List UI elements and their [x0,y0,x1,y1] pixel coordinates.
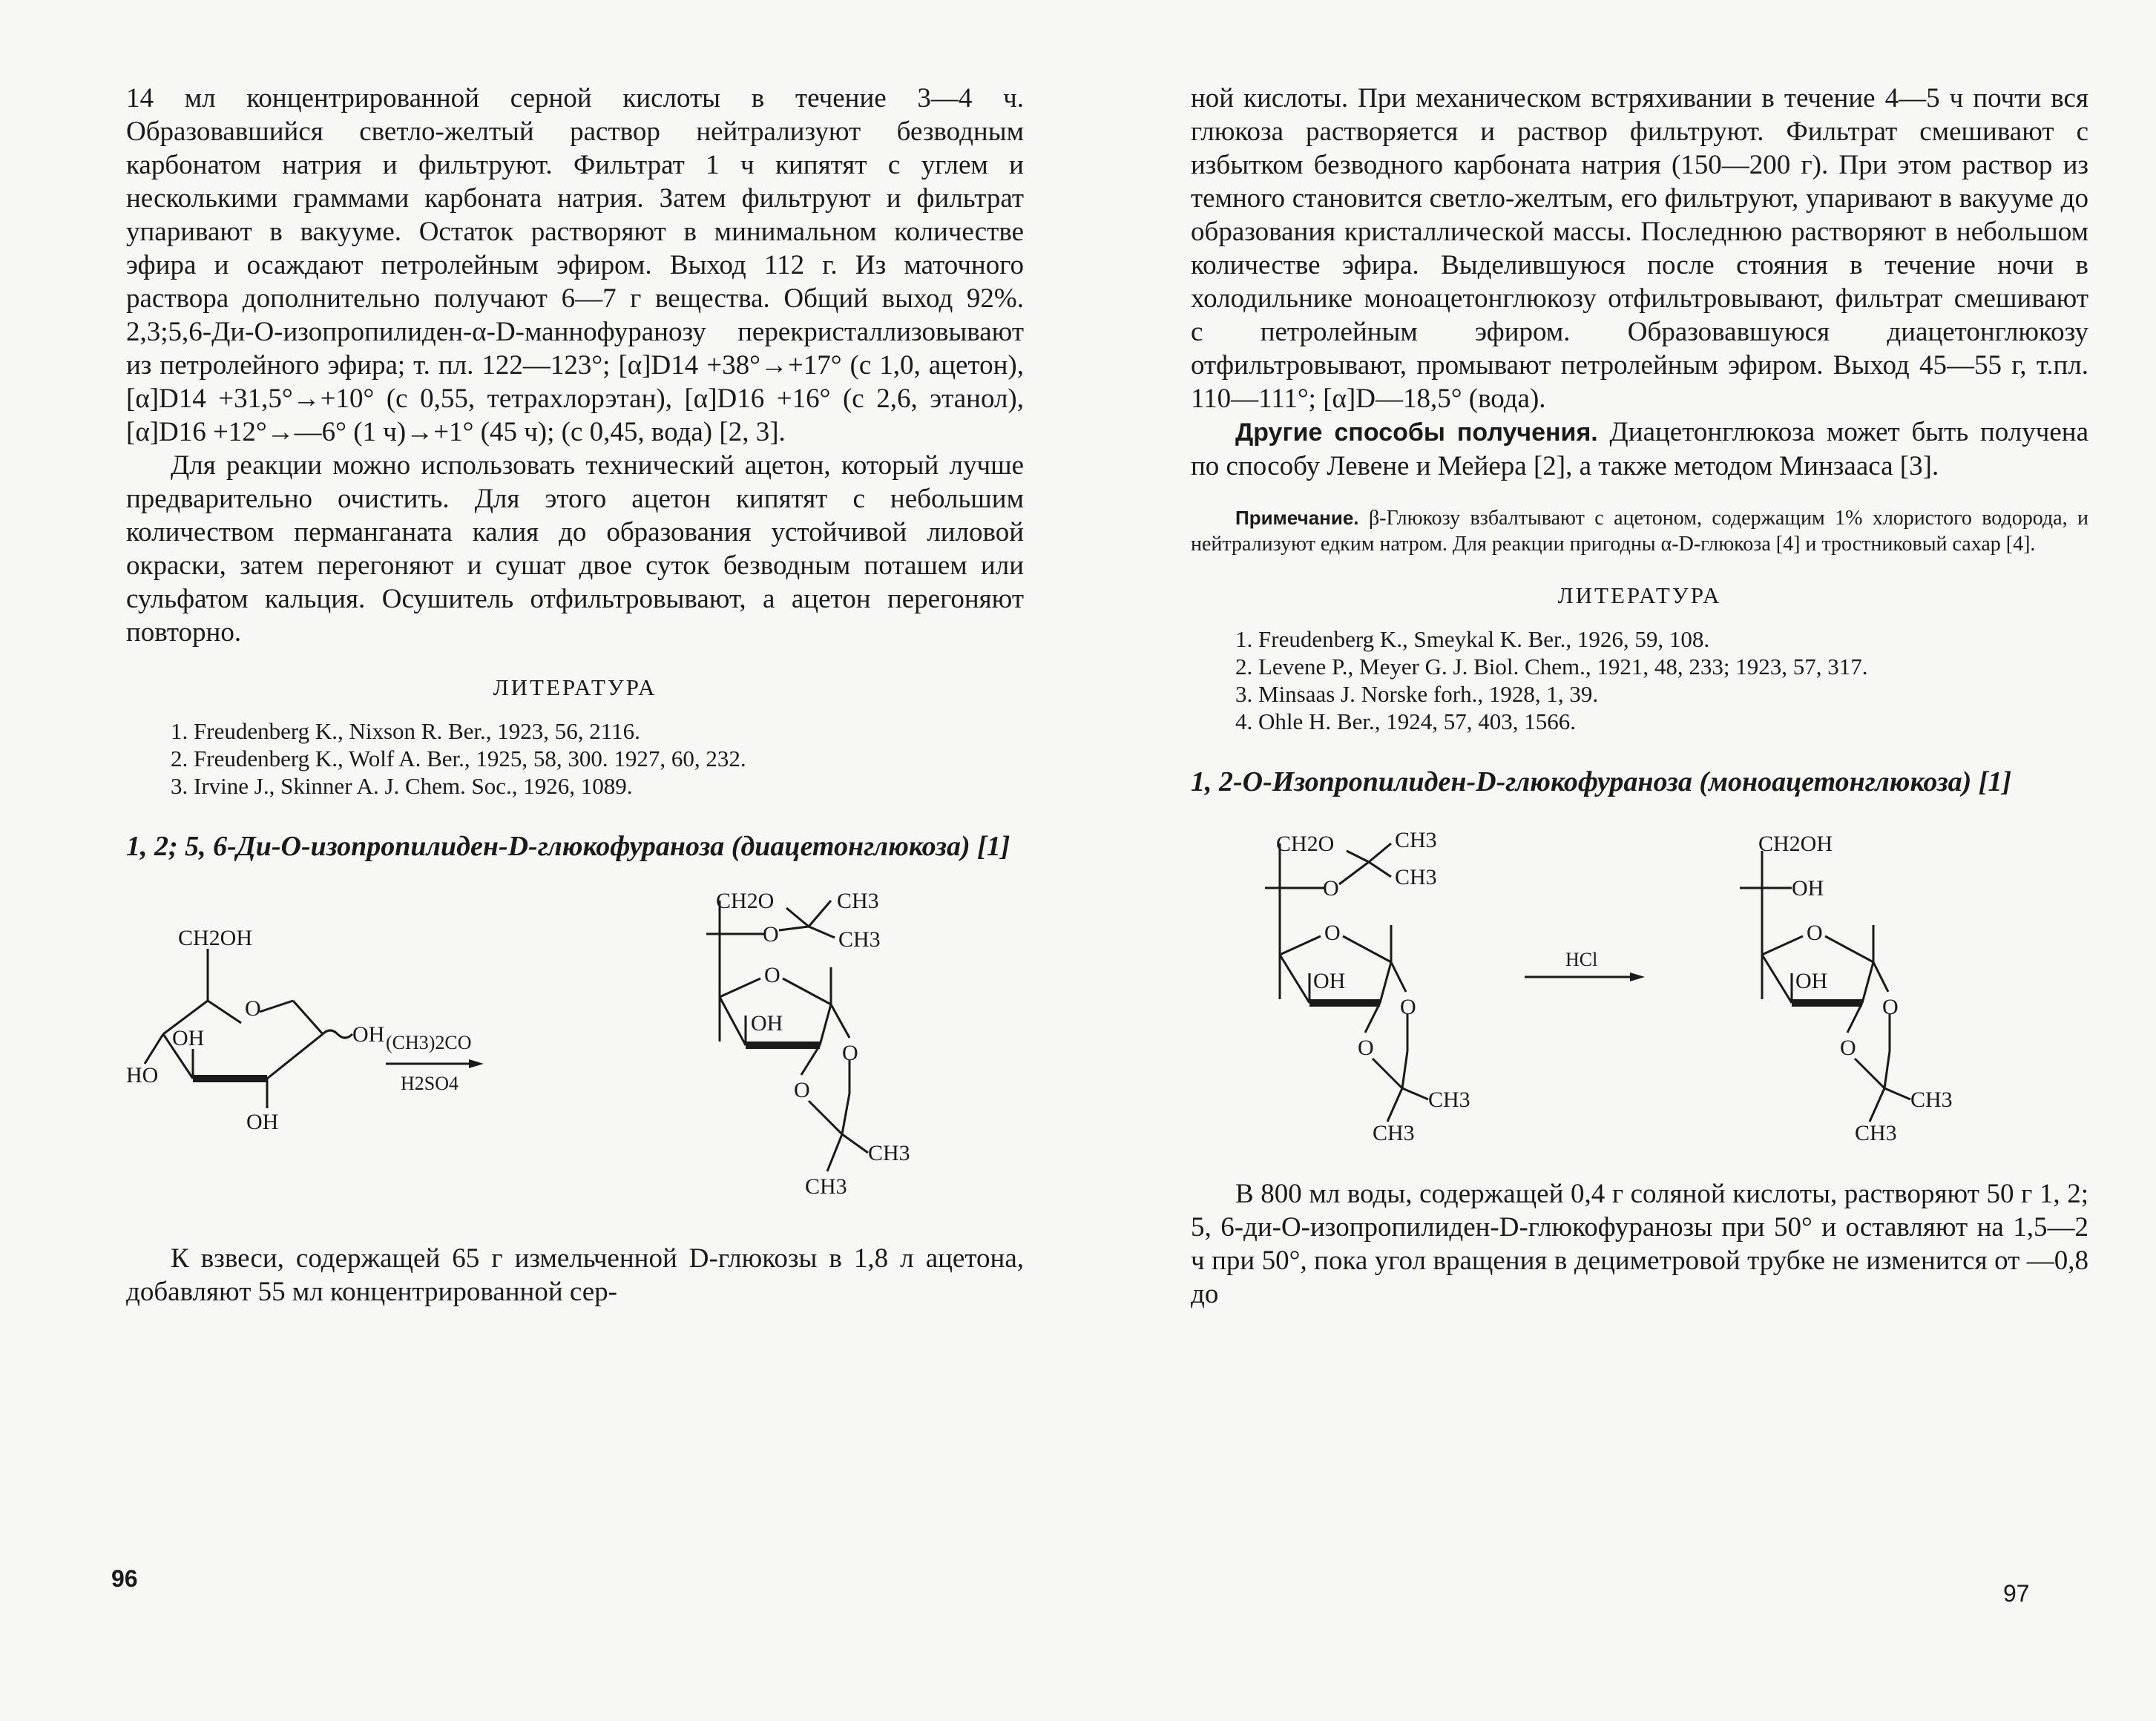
p-side-oh: OH [1792,876,1824,901]
left-reference-2: 2. Freudenberg K., Wolf A. Ber., 1925, 58, 300. 1927, 60, 232. [171,746,746,771]
ring-oh: OH [1313,969,1346,993]
bond [1369,862,1391,877]
right-references-list [1191,625,2088,735]
right-other-methods [1191,415,2088,483]
bond [1762,955,1792,1003]
p-ch3-d: CH3 [805,1174,847,1199]
bottom-oh: OH [246,1110,279,1134]
right-reference-3: 3. Minsaas J. Norske forh., 1928, 1, 39. [1235,681,1599,707]
bond [1347,851,1369,862]
p-ring-oxygen: O [1807,921,1823,945]
oxygen-low: O [1358,1036,1374,1060]
right-note [1191,505,2088,557]
bond [1280,955,1309,1003]
bond [1762,936,1803,955]
ring-oh: OH [172,1026,205,1050]
right-reference-4: 4. Ohle H. Ber., 1924, 57, 403, 1566. [1235,708,1576,734]
p-ch3-a: CH3 [837,889,879,913]
bond [786,908,809,927]
monoacetone-glucose-scheme [1191,814,2088,1162]
bond [1825,936,1873,962]
p-ring-oxygen: O [764,963,780,987]
right-paragraph-2: В 800 мл воды, содержащей 0,4 г соляной кислоты, растворяют 50 г 1, 2; 5, 6-ди-О-изопропилиден-D-глюкофуранозы при 50° и оставляют на 1,5—2 ч при 50°, пока угол вращения в дециметровой трубке не изменится от —0,8 до [1191,1179,2088,1309]
page-number-right: 97 [2003,1580,2030,1607]
left-page [126,82,1024,1654]
bond [1855,1059,1884,1088]
bond [1343,936,1391,962]
p-ch3-c: CH3 [868,1141,910,1165]
bond [820,1004,831,1045]
bond [783,978,831,1004]
ch3-a: CH3 [1395,828,1437,852]
bond [827,1134,842,1171]
bond [1884,1051,1890,1088]
ch3-c: CH3 [1428,1087,1470,1112]
bond [1339,862,1369,884]
p-oxygen-right: O [1882,995,1899,1019]
right-page [1191,82,2088,1654]
reagent-hcl: HCl [1565,949,1598,970]
left-reference-1: 1. Freudenberg K., Nixson R. Ber., 1923, 56, 2116. [171,718,640,744]
left-references-list [126,717,1024,800]
bond [1387,1088,1402,1122]
anomeric-oh: OH [352,1022,385,1047]
bond [1402,1051,1407,1088]
bond [1870,1088,1884,1122]
ho-label: HO [126,1063,159,1087]
bond [1365,1003,1380,1033]
bond [1391,962,1406,992]
ch2o-label: CH2O [1276,832,1335,856]
bond [260,1001,293,1012]
bond [720,997,746,1045]
ch3-d: CH3 [1373,1121,1415,1145]
reagent-acetone: (CH3)2CO [386,1032,472,1053]
ch3-b: CH3 [1395,865,1437,889]
left-paragraph-1: 14 мл концентрированной серной кислоты в течение 3—4 ч. Образовавшийся светло-желтый раствор нейтрализуют безводным карбонатом натрия и фильтруют. Фильтрат 1 ч кипятят с углем и несколькими граммами карбоната натрия. Затем фильтруют и фильтрат упаривают в вакууме. Остаток растворяют в минимальном количестве эфира и осаждают петролейным эфиром. Выход 112 г. Из маточного раствора дополнительно получают 6—7 г вещества. Общий выход 92%. 2,3;5,6-Ди-О-изопропилиден-α-D-маннофуранозу перекристаллизовывают из петролейного эфира; т. пл. 122—123°; [α]D14 +38°→+17° (с 1,0, ацетон), [α]D14 +31,5°→+10° (с 0,55, тетрахлорэтан), [α]D16 +16° (с 2,6, этанол), [α]D16 +12°→—6° (1 ч)→+1° (45 ч); (с 0,45, вода) [2, 3]. [126,83,1024,447]
ch2oh-label: CH2OH [178,926,253,950]
bond [831,1004,849,1038]
bond [809,1101,842,1134]
p-ring-oh: OH [751,1011,783,1036]
bond [1884,1088,1910,1099]
other-methods-label: Другие способы получения. [1235,418,1598,447]
bond [293,1001,323,1034]
arrow-head [1630,973,1645,981]
p-ch3-d: CH3 [1855,1121,1897,1145]
right-reference-1: 1. Freudenberg K., Smeykal K. Ber., 1926, 59, 108. [1235,626,1710,652]
p-oxygen-right: O [842,1041,858,1065]
bond [1873,962,1888,992]
ring-oxygen: O [245,996,261,1021]
wavy-bond [323,1030,352,1038]
bond [809,901,831,927]
bond [1380,962,1391,1003]
p-oxygen-low: O [794,1078,810,1102]
left-paragraph-2: Для реакции можно использовать технический ацетон, который лучше предварительно очистить. Для этого ацетон кипятят с небольшим количеством перманганата калия до образования устойчивой лиловой окраски, затем перегоняют и сушат двое суток безводным поташем или сульфатом кальция. Осушитель отфильтровывают, а ацетон перегоняют повторно. [126,450,1024,648]
bond [1847,1003,1862,1033]
bond [1862,962,1873,1003]
reagent-sulfuric: H2SO4 [401,1073,459,1094]
p-ch3-b: CH3 [838,927,881,952]
p-ring-oh: OH [1795,969,1828,993]
p-oxygen-low: O [1840,1036,1856,1060]
bond [145,1034,163,1064]
note-text: β-Глюкозу взбалтывают с ацетоном, содержащим 1% хлористого водорода, и нейтрализуют едким натром. Для реакции пригодны α-D-глюкоза [4] и тростниковый сахар [4]. [1191,507,2088,556]
bond [779,927,809,930]
arrow-head [469,1059,484,1068]
p-ch3-c: CH3 [1910,1087,1953,1112]
ring-oxygen: O [1324,921,1341,945]
diacetone-glucose-scheme [126,878,1024,1227]
other-methods-text: Диацетонглюкоза может быть получена по способу Левене и Мейера [2], а также методом Минзааса [3]. [1191,417,2088,481]
right-paragraph-1: ной кислоты. При механическом встряхивании в течение 4—5 ч почти вся глюкоза растворяется и раствор фильтруют. Фильтрат смешивают с избытком безводного карбоната натрия (150—200 г). При этом раствор из темного становится светло-желтым, его фильтруют, упаривают в вакууме до образования кристаллической массы. Последнюю растворяют в небольшом количестве эфира. Выделившуюся после стояния в течение ночи в холодильнике моноацетонглюкозу отфильтровывают, фильтрат смешивают с петролейным эфиром. Образовавшуюся диацетонглюкозу отфильтровывают, промывают петролейным эфиром. Выход 45—55 г, т.пл. 110—111°; [α]D—18,5° (вода). [1191,83,2088,414]
bond [1369,843,1391,862]
bond [1280,936,1321,955]
bond [842,1134,868,1153]
bond [1402,1088,1428,1099]
right-section-title: 1, 2-О-Изопропилиден-D-глюкофураноза (моноацетонглюкоза) [1] [1191,766,2012,797]
p-side-oxygen: O [763,922,779,947]
p-ch2oh-label: CH2OH [1758,832,1833,856]
bond [208,1001,241,1023]
bond [720,978,760,997]
bond [1373,1059,1402,1088]
side-oxygen: O [1323,876,1339,901]
oxygen-right: O [1400,995,1416,1019]
right-references-heading: ЛИТЕРАТУРА [1557,582,1722,608]
bond [267,1034,323,1079]
left-reference-3: 3. Irvine J., Skinner A. J. Chem. Soc., 1926, 1089. [171,773,633,799]
right-reference-2: 2. Levene P., Meyer G. J. Biol. Chem., 1921, 48, 233; 1923, 57, 317. [1235,654,1868,679]
left-section-title: 1, 2; 5, 6-Ди-О-изопропилиден-D-глюкофураноза (диацетонглюкоза) [1] [126,831,1010,862]
note-label: Примечание. [1235,507,1359,529]
bond [842,1093,849,1134]
left-references-heading: ЛИТЕРАТУРА [493,674,657,700]
bond [801,1045,820,1075]
p-ch2o-label: CH2O [716,889,775,913]
page-number-left: 96 [111,1565,138,1592]
bond [809,927,835,938]
left-paragraph-3: К взвеси, содержащей 65 г измельченной D-глюкозы в 1,8 л ацетона, добавляют 55 мл концентрированной сер- [126,1243,1024,1307]
